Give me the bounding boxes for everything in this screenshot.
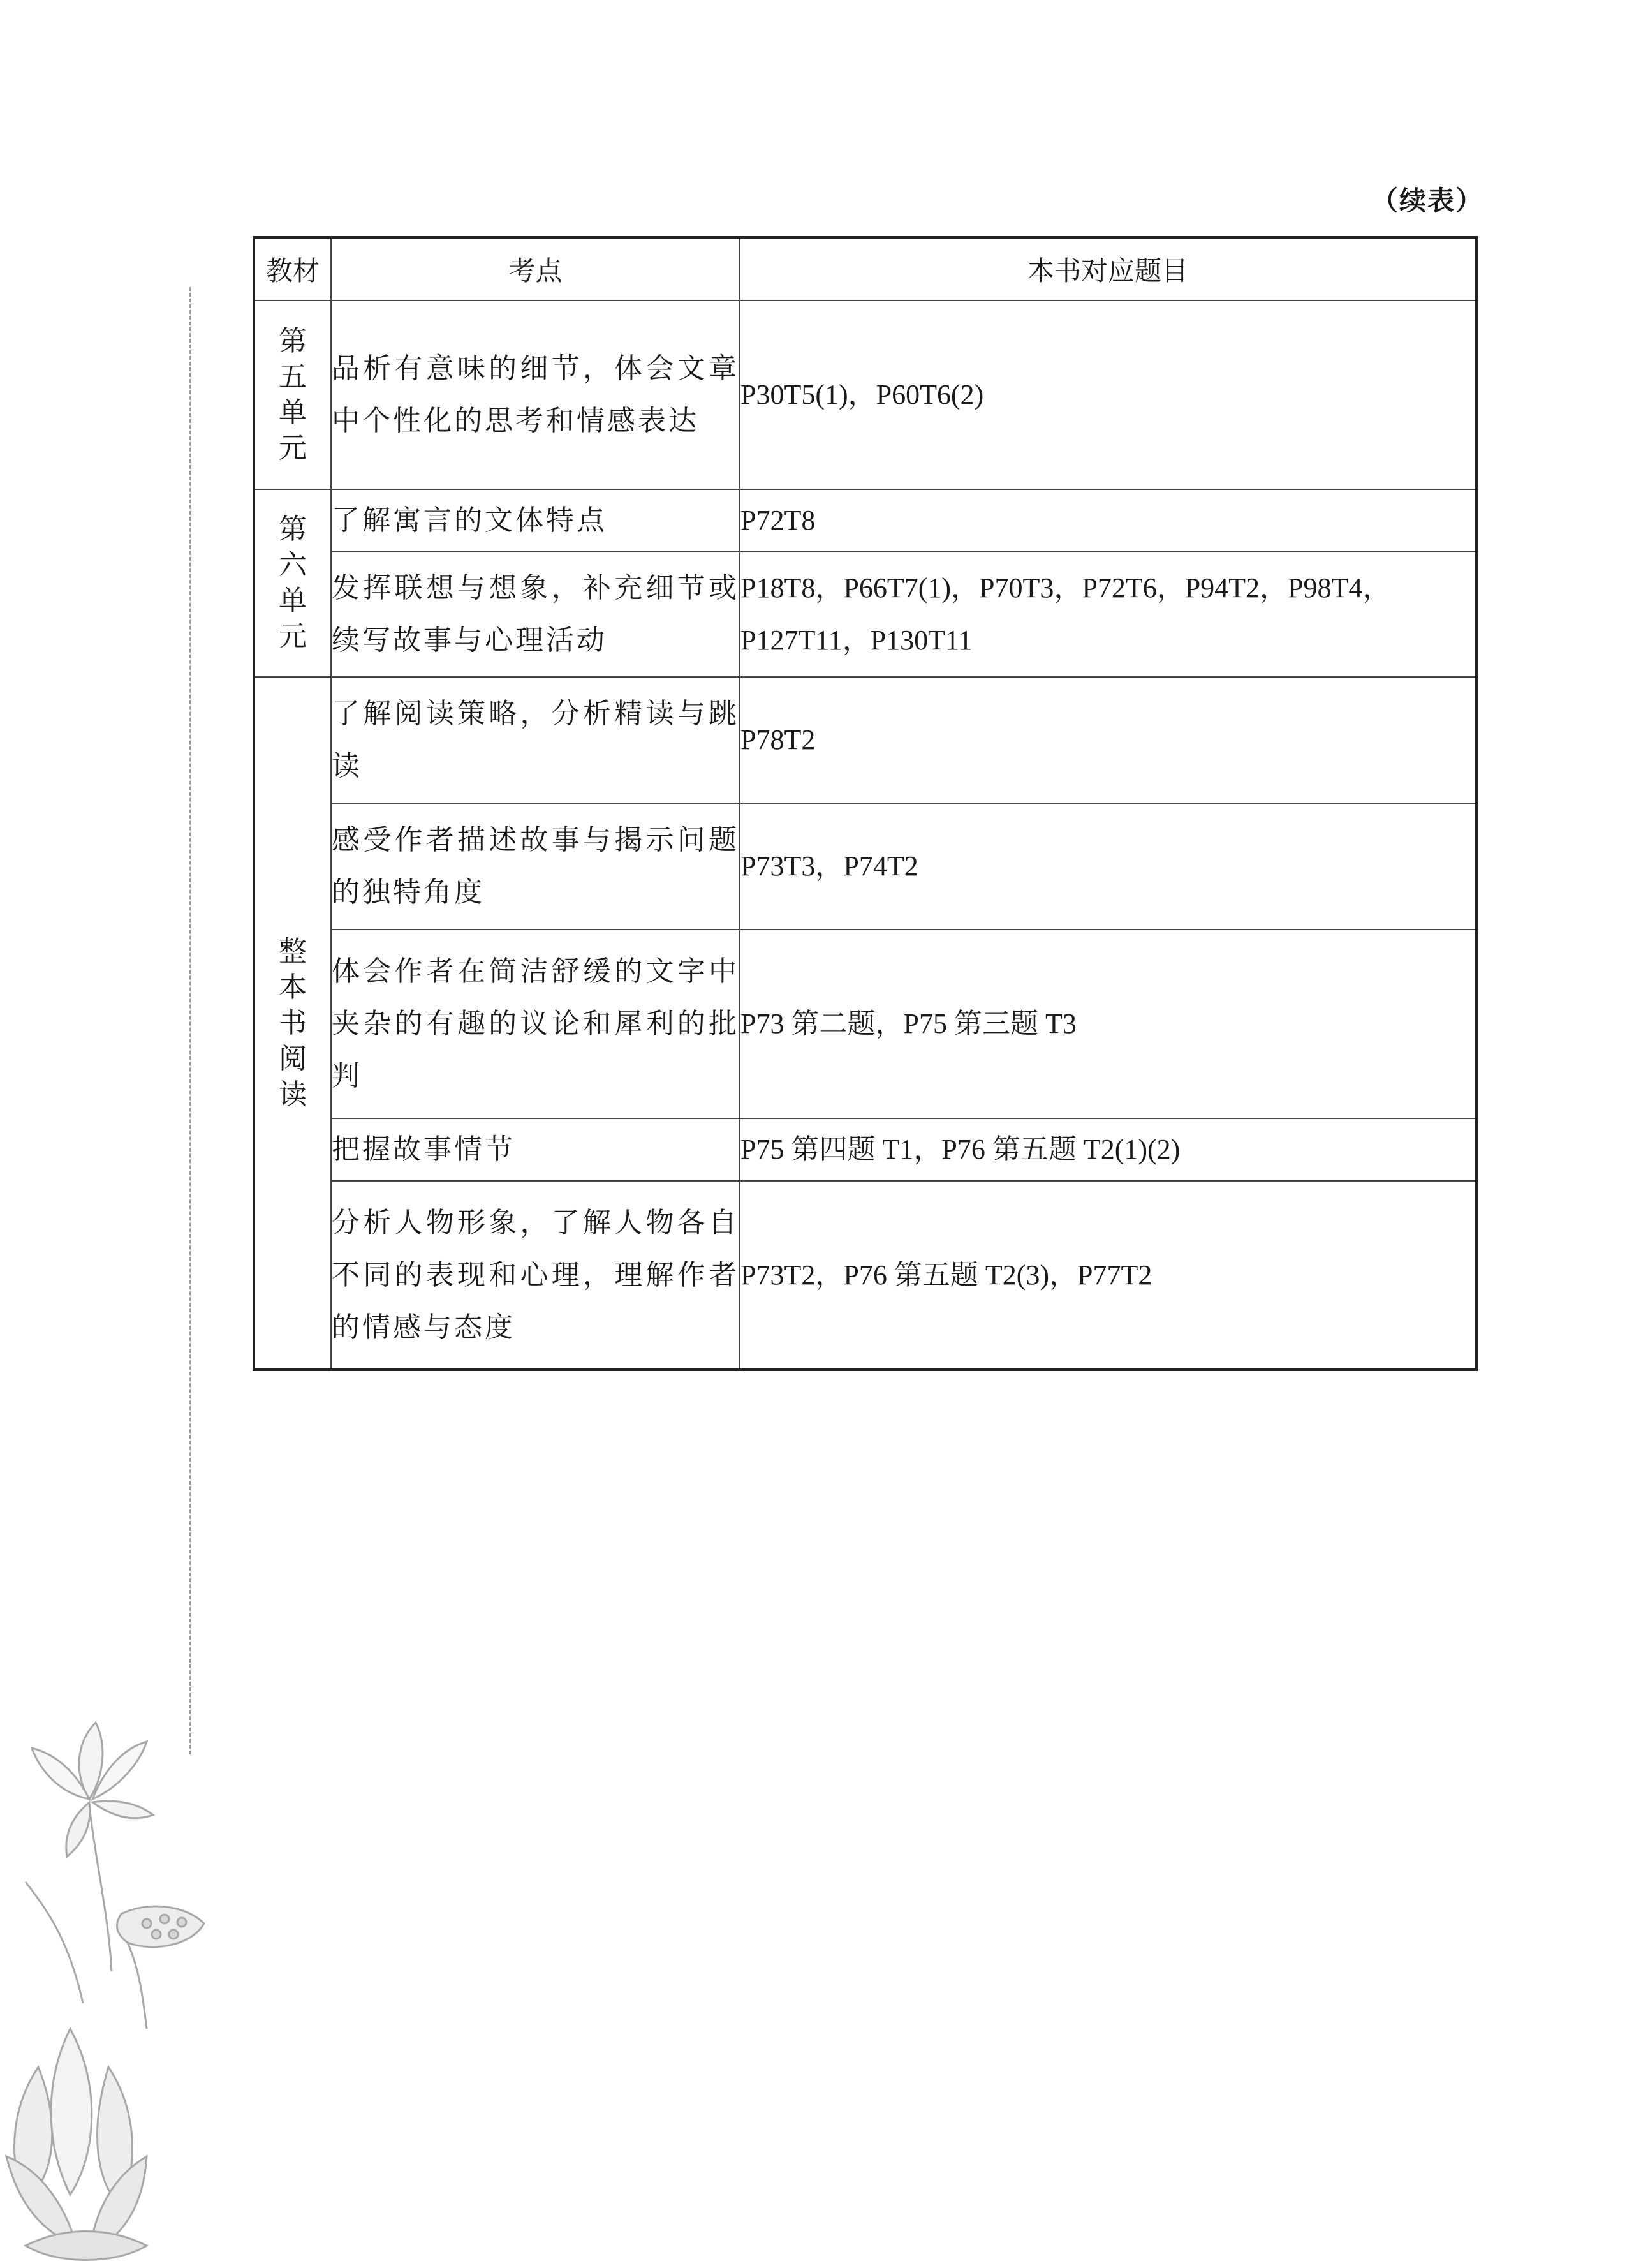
table-row bbox=[254, 803, 1476, 930]
exam-point-cell: 了解阅读策略，分析精读与跳读 bbox=[331, 677, 740, 803]
exam-point-cell: 体会作者在简洁舒缓的文字中夹杂的有趣的议论和犀利的批判 bbox=[331, 930, 740, 1118]
exam-point-cell: 发挥联想与想象，补充细节或续写故事与心理活动 bbox=[331, 552, 740, 677]
unit-cell bbox=[254, 300, 331, 489]
exam-point-cell: 分析人物形象，了解人物各自不同的表现和心理，理解作者的情感与态度 bbox=[331, 1181, 740, 1370]
table-row bbox=[254, 1181, 1476, 1370]
table-row bbox=[254, 930, 1476, 1118]
exam-point-cell: 感受作者描述故事与揭示问题的独特角度 bbox=[331, 803, 740, 930]
unit-label: 整本书阅读 bbox=[279, 935, 307, 1111]
header-book-questions: 本书对应题目 bbox=[740, 237, 1476, 300]
table-row bbox=[254, 489, 1476, 552]
question-refs-cell: P78T2 bbox=[740, 677, 1476, 803]
table-header-row bbox=[254, 237, 1476, 300]
unit-label: 第五单元 bbox=[279, 325, 307, 464]
table-row bbox=[254, 677, 1476, 803]
exam-point-cell: 品析有意味的细节，体会文章中个性化的思考和情感表达 bbox=[331, 300, 740, 489]
question-refs-cell: P75 第四题 T1，P76 第五题 T2(1)(2) bbox=[740, 1118, 1476, 1181]
question-refs-cell: P73T3，P74T2 bbox=[740, 803, 1476, 930]
header-exam-point: 考点 bbox=[331, 237, 740, 300]
question-refs-cell: P18T8，P66T7(1)，P70T3，P72T6，P94T2，P98T4，P127T11，P130T11 bbox=[740, 552, 1476, 677]
continuation-label: （续表） bbox=[1371, 185, 1484, 216]
unit-label: 第六单元 bbox=[279, 513, 307, 653]
binding-dashed-line bbox=[189, 287, 191, 1754]
curriculum-table bbox=[253, 236, 1478, 1371]
exam-point-cell: 把握故事情节 bbox=[331, 1118, 740, 1181]
table-row bbox=[254, 552, 1476, 677]
question-refs-cell: P73 第二题，P75 第三题 T3 bbox=[740, 930, 1476, 1118]
exam-point-cell: 了解寓言的文体特点 bbox=[331, 489, 740, 552]
unit-cell bbox=[254, 489, 331, 677]
question-refs-cell: P30T5(1)，P60T6(2) bbox=[740, 300, 1476, 489]
question-refs-cell: P72T8 bbox=[740, 489, 1476, 552]
lotus-illustration-icon bbox=[0, 1671, 268, 2268]
question-refs-cell: P73T2，P76 第五题 T2(3)，P77T2 bbox=[740, 1181, 1476, 1370]
header-textbook: 教材 bbox=[254, 237, 331, 300]
table-row bbox=[254, 1118, 1476, 1181]
table-row bbox=[254, 300, 1476, 489]
unit-cell bbox=[254, 677, 331, 1370]
